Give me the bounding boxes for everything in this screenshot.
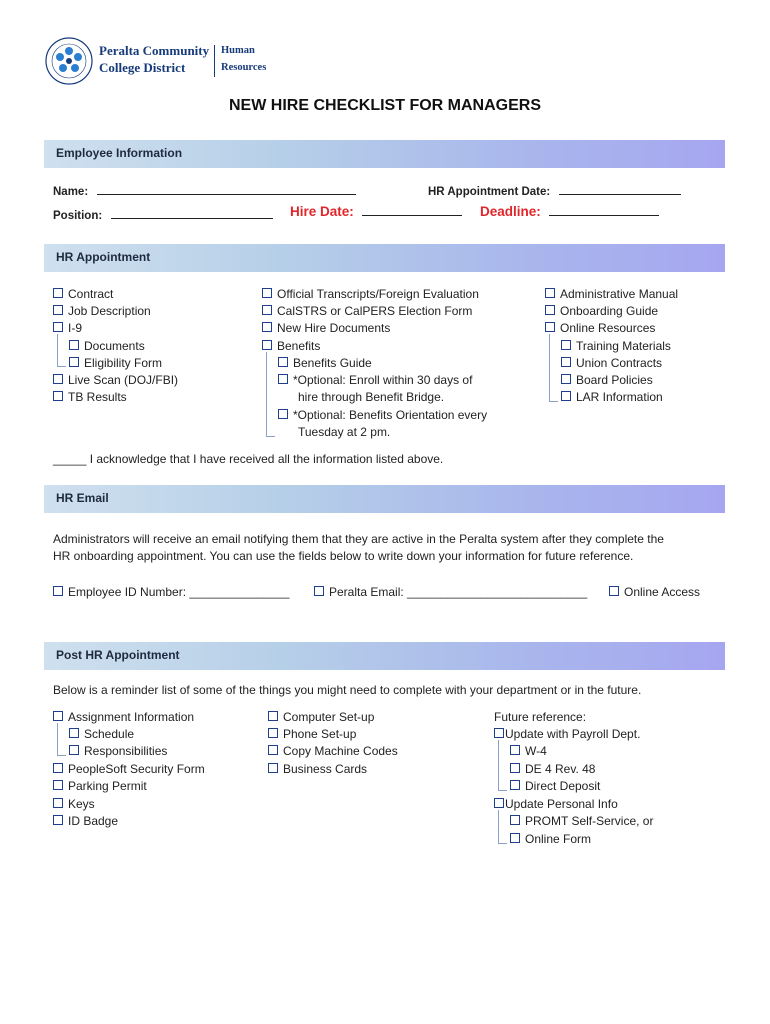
checkbox-icon[interactable] bbox=[69, 357, 79, 367]
optional-orientation-line2: Tuesday at 2 pm. bbox=[298, 425, 391, 439]
checkbox-label: Job Description bbox=[68, 304, 151, 318]
name-input-line[interactable] bbox=[97, 182, 356, 195]
checkbox-label: Eligibility Form bbox=[84, 356, 163, 370]
checkbox-icon[interactable] bbox=[609, 586, 619, 596]
hr-email-paragraph bbox=[53, 531, 733, 565]
checkbox-eligibility-form[interactable] bbox=[69, 356, 162, 370]
checkbox-parking[interactable] bbox=[53, 779, 147, 793]
checkbox-label: Online Access bbox=[624, 585, 701, 599]
checkbox-label: Documents bbox=[84, 339, 145, 353]
checkbox-icon[interactable] bbox=[53, 798, 63, 808]
section-bar-employee-info bbox=[44, 140, 725, 168]
checkbox-label: *Optional: Benefits Orientation every bbox=[293, 408, 488, 422]
checkbox-board-policies[interactable] bbox=[561, 373, 653, 387]
checkbox-update-personal[interactable] bbox=[494, 797, 618, 811]
checkbox-icon[interactable] bbox=[268, 711, 278, 721]
tree-connector bbox=[549, 334, 558, 402]
checkbox-label: Online Form bbox=[525, 832, 592, 846]
hr-appointment-date-field[interactable] bbox=[428, 182, 681, 200]
section-title: Post HR Appointment bbox=[56, 648, 180, 662]
section-bar-hr-appointment bbox=[44, 244, 725, 272]
checkbox-label: LAR Information bbox=[576, 390, 663, 404]
checkbox-label: Employee ID Number: _______________ bbox=[68, 585, 290, 599]
checkbox-label: Online Resources bbox=[560, 321, 656, 335]
checkbox-icon[interactable] bbox=[545, 322, 555, 332]
checkbox-icon[interactable] bbox=[69, 745, 79, 755]
checkbox-icon[interactable] bbox=[262, 288, 272, 298]
checkbox-w4[interactable] bbox=[510, 744, 547, 758]
checkbox-new-hire-docs[interactable] bbox=[262, 321, 390, 335]
checkbox-calstrs[interactable] bbox=[262, 304, 472, 318]
checkbox-tb-results[interactable] bbox=[53, 390, 127, 404]
checkbox-copy-codes[interactable] bbox=[268, 744, 398, 758]
checkbox-icon[interactable] bbox=[561, 391, 571, 401]
section-bar-hr-email bbox=[44, 485, 725, 513]
checkbox-label: Live Scan (DOJ/FBI) bbox=[68, 373, 179, 387]
checkbox-optional-enroll[interactable] bbox=[278, 373, 472, 387]
checkbox-label: Computer Set-up bbox=[283, 710, 375, 724]
deadline-field[interactable] bbox=[480, 203, 659, 221]
optional-enroll-line2: hire through Benefit Bridge. bbox=[298, 390, 445, 404]
checkbox-icon[interactable] bbox=[53, 322, 63, 332]
checkbox-icon[interactable] bbox=[561, 357, 571, 367]
hire-date-input-line[interactable] bbox=[362, 203, 462, 216]
checkbox-label: Phone Set-up bbox=[283, 727, 357, 741]
deadline-input-line[interactable] bbox=[549, 203, 659, 216]
checkbox-computer[interactable] bbox=[268, 710, 374, 724]
checkbox-icon[interactable] bbox=[494, 728, 504, 738]
checkbox-admin-manual[interactable] bbox=[545, 287, 678, 301]
checkbox-label: Administrative Manual bbox=[560, 287, 679, 301]
checkbox-benefits-guide[interactable] bbox=[278, 356, 372, 370]
checkbox-icon[interactable] bbox=[278, 374, 288, 384]
checkbox-online-resources[interactable] bbox=[545, 321, 655, 335]
checkbox-label: Schedule bbox=[84, 727, 135, 741]
checkbox-contract[interactable] bbox=[53, 287, 113, 301]
position-label: Position: bbox=[53, 210, 103, 222]
checkbox-label: Direct Deposit bbox=[525, 779, 601, 793]
hire-date-field[interactable] bbox=[290, 203, 462, 221]
checkbox-icon[interactable] bbox=[510, 815, 520, 825]
checkbox-label: Copy Machine Codes bbox=[283, 744, 398, 758]
checkbox-label: Onboarding Guide bbox=[560, 304, 659, 318]
checkbox-onboarding-guide[interactable] bbox=[545, 304, 658, 318]
checkbox-icon[interactable] bbox=[53, 763, 63, 773]
checkbox-icon[interactable] bbox=[510, 745, 520, 755]
checkbox-label: New Hire Documents bbox=[277, 321, 391, 335]
checkbox-icon[interactable] bbox=[53, 374, 63, 384]
page-title: NEW HIRE CHECKLIST FOR MANAGERS bbox=[229, 97, 541, 114]
checkbox-icon[interactable] bbox=[268, 763, 278, 773]
checkbox-icon[interactable] bbox=[561, 340, 571, 350]
checkbox-icon[interactable] bbox=[510, 763, 520, 773]
post-hr-intro: Below is a reminder list of some of the things you might need to complete with your department or in the future. bbox=[53, 683, 642, 697]
checkbox-label: PeopleSoft Security Form bbox=[68, 762, 205, 776]
checkbox-icon[interactable] bbox=[510, 833, 520, 843]
checkbox-online-access[interactable] bbox=[609, 585, 700, 599]
dept-name-line2: Resources bbox=[221, 62, 267, 73]
checkbox-icon[interactable] bbox=[69, 340, 79, 350]
checkbox-label: Keys bbox=[68, 797, 95, 811]
checkbox-icon[interactable] bbox=[314, 586, 324, 596]
checkbox-assignment-info[interactable] bbox=[53, 710, 194, 724]
checkbox-peralta-email[interactable] bbox=[314, 585, 587, 599]
checkbox-icon[interactable] bbox=[69, 728, 79, 738]
district-seal-logo bbox=[44, 36, 94, 86]
checkbox-peoplesoft[interactable] bbox=[53, 762, 205, 776]
checkbox-label: ID Badge bbox=[68, 814, 119, 828]
checkbox-icon[interactable] bbox=[494, 798, 504, 808]
tree-connector bbox=[498, 810, 507, 844]
position-field[interactable] bbox=[53, 206, 273, 224]
checkbox-icon[interactable] bbox=[510, 780, 520, 790]
checkbox-icon[interactable] bbox=[268, 728, 278, 738]
name-field[interactable] bbox=[53, 182, 356, 200]
section-title: Employee Information bbox=[56, 146, 183, 160]
checkbox-label: Responsibilities bbox=[84, 744, 168, 758]
checkbox-transcripts[interactable] bbox=[262, 287, 479, 301]
acknowledgement-line[interactable]: _____ I acknowledge that I have received all the information listed above. bbox=[53, 452, 444, 466]
tree-connector bbox=[57, 723, 66, 756]
checkbox-label: Business Cards bbox=[283, 762, 368, 776]
checkbox-phone[interactable] bbox=[268, 727, 356, 741]
checkbox-icon[interactable] bbox=[268, 745, 278, 755]
checkbox-icon[interactable] bbox=[278, 357, 288, 367]
checkbox-label: Training Materials bbox=[576, 339, 671, 353]
checkbox-icon[interactable] bbox=[53, 586, 63, 596]
hire-date-label: Hire Date: bbox=[290, 204, 354, 219]
checkbox-icon[interactable] bbox=[545, 305, 555, 315]
checkbox-icon[interactable] bbox=[262, 305, 272, 315]
checkbox-training-materials[interactable] bbox=[561, 339, 671, 353]
checkbox-documents[interactable] bbox=[69, 339, 145, 353]
checkbox-union-contracts[interactable] bbox=[561, 356, 662, 370]
checkbox-label: *Optional: Enroll within 30 days of bbox=[293, 373, 473, 387]
checkbox-icon[interactable] bbox=[53, 711, 63, 721]
checkbox-icon[interactable] bbox=[53, 815, 63, 825]
checkbox-icon[interactable] bbox=[262, 322, 272, 332]
paragraph-line: HR onboarding appointment. You can use the fields below to write down your information for future reference. bbox=[53, 549, 634, 563]
checkbox-label: W-4 bbox=[525, 744, 547, 758]
checkbox-label: Benefits bbox=[277, 339, 321, 353]
section-title: HR Email bbox=[56, 491, 109, 505]
checkbox-label: Update Personal Info bbox=[505, 797, 618, 811]
checkbox-icon[interactable] bbox=[262, 340, 272, 350]
tree-connector bbox=[57, 334, 66, 367]
checkbox-schedule[interactable] bbox=[69, 727, 134, 741]
checkbox-job-description[interactable] bbox=[53, 304, 151, 318]
checkbox-live-scan[interactable] bbox=[53, 373, 178, 387]
tree-connector bbox=[266, 352, 275, 437]
hr-appointment-date-input-line[interactable] bbox=[559, 182, 681, 195]
paragraph-line: Administrators will receive an email notifying them that they are active in the Peralta system after they complete the bbox=[53, 532, 664, 546]
dept-name-line1: Human bbox=[221, 45, 255, 56]
checkbox-label: I-9 bbox=[68, 321, 83, 335]
checkbox-icon[interactable] bbox=[561, 374, 571, 384]
checkbox-i9[interactable] bbox=[53, 321, 82, 335]
checkbox-label: CalSTRS or CalPERS Election Form bbox=[277, 304, 473, 318]
name-label: Name: bbox=[53, 186, 89, 198]
checkbox-keys[interactable] bbox=[53, 797, 95, 811]
checkbox-icon[interactable] bbox=[53, 305, 63, 315]
checkbox-label: Parking Permit bbox=[68, 779, 147, 793]
tree-connector bbox=[498, 740, 507, 791]
checkbox-label: Contract bbox=[68, 287, 114, 301]
checkbox-icon[interactable] bbox=[545, 288, 555, 298]
checkbox-business-cards[interactable] bbox=[268, 762, 367, 776]
checkbox-update-payroll[interactable] bbox=[494, 727, 640, 741]
checkbox-label: Official Transcripts/Foreign Evaluation bbox=[277, 287, 479, 301]
position-input-line[interactable] bbox=[111, 206, 273, 219]
checkbox-label: Union Contracts bbox=[576, 356, 663, 370]
checkbox-icon[interactable] bbox=[53, 780, 63, 790]
checkbox-optional-orientation[interactable] bbox=[278, 408, 487, 422]
checkbox-employee-id[interactable] bbox=[53, 585, 289, 599]
checkbox-lar-information[interactable] bbox=[561, 390, 663, 404]
checkbox-responsibilities[interactable] bbox=[69, 744, 167, 758]
checkbox-icon[interactable] bbox=[53, 391, 63, 401]
checkbox-id-badge[interactable] bbox=[53, 814, 118, 828]
logo-divider bbox=[214, 45, 215, 77]
checkbox-label: Benefits Guide bbox=[293, 356, 372, 370]
checkbox-label: TB Results bbox=[68, 390, 127, 404]
checkbox-benefits[interactable] bbox=[262, 339, 320, 353]
checkbox-label: PROMT Self-Service, or bbox=[525, 814, 654, 828]
checkbox-icon[interactable] bbox=[53, 288, 63, 298]
checkbox-label: Assignment Information bbox=[68, 710, 195, 724]
checkbox-label: Peralta Email: ___________________________ bbox=[329, 585, 588, 599]
section-title: HR Appointment bbox=[56, 250, 151, 264]
checkbox-de4[interactable] bbox=[510, 762, 595, 776]
checkbox-label: Board Policies bbox=[576, 373, 653, 387]
org-name-line1: Peralta Community bbox=[99, 43, 210, 58]
hr-appointment-date-label: HR Appointment Date: bbox=[428, 186, 551, 198]
checkbox-icon[interactable] bbox=[278, 409, 288, 419]
checkbox-label: Update with Payroll Dept. bbox=[505, 727, 641, 741]
checkbox-online-form[interactable] bbox=[510, 832, 591, 846]
future-reference-heading: Future reference: bbox=[494, 710, 587, 724]
deadline-label: Deadline: bbox=[480, 204, 541, 219]
org-name-line2: College District bbox=[99, 60, 186, 75]
checkbox-direct-deposit[interactable] bbox=[510, 779, 600, 793]
checkbox-promt[interactable] bbox=[510, 814, 653, 828]
checkbox-label: DE 4 Rev. 48 bbox=[525, 762, 596, 776]
section-bar-post-hr bbox=[44, 642, 725, 670]
